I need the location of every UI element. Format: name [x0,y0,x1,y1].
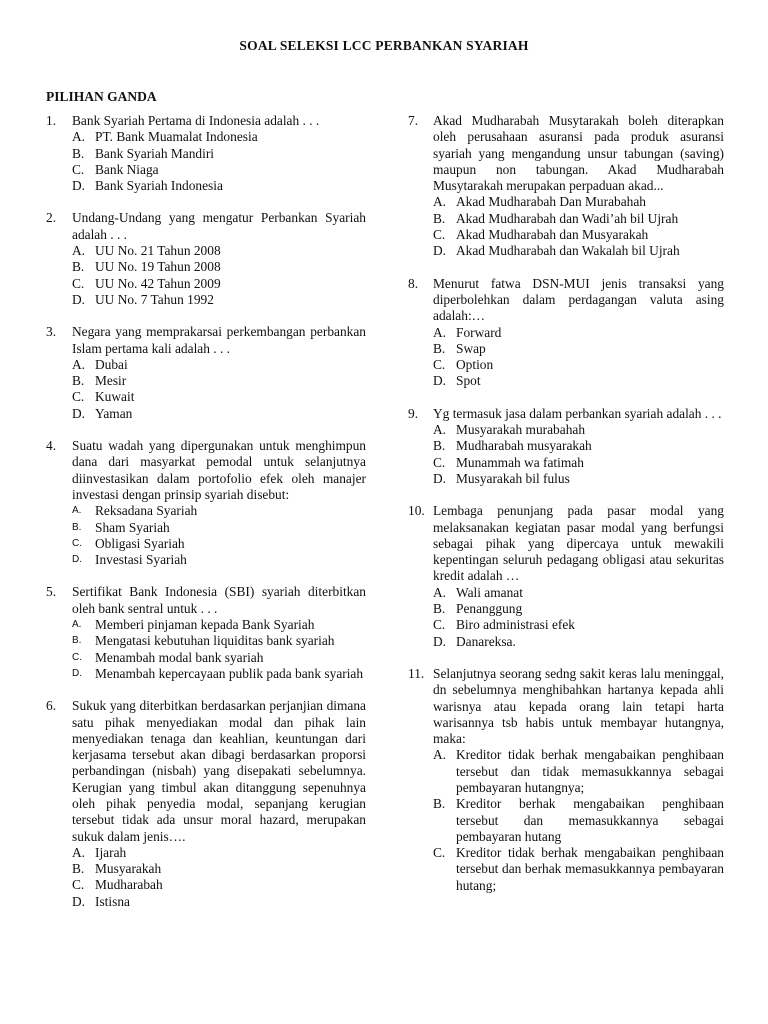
option-text: Mesir [95,373,127,389]
option-label: A. [72,505,82,517]
option-text: Reksadana Syariah [95,503,198,519]
option-label: C. [433,454,446,470]
answer-option [72,357,366,373]
answer-option [72,162,366,178]
option-label: B. [433,438,446,454]
answer-option [433,455,724,471]
question-item [46,210,366,308]
option-text: UU No. 7 Tahun 1992 [95,291,214,307]
question-number: 10. [408,503,425,519]
answer-option [433,227,724,243]
option-text: Mudharabah musyarakah [456,438,592,454]
answer-option [433,438,724,454]
answer-option [72,146,366,162]
option-label: C. [72,651,82,663]
question-number: 6. [46,698,57,714]
answer-option [433,471,724,487]
answer-option [72,666,366,682]
option-label: B. [72,521,82,533]
answer-option [72,373,366,389]
answer-option [72,617,366,633]
question-text: Yg termasuk jasa dalam perbankan syariah adalah . . . [433,405,722,421]
option-text: Option [456,357,494,373]
question-body [433,276,724,390]
question-body [72,584,366,682]
answer-option [433,341,724,357]
question-item [408,666,724,894]
option-text: Istisna [95,893,130,909]
answer-option [72,650,366,666]
option-label: A. [433,747,447,763]
question-text: Menurut fatwa DSN-MUI jenis transaksi yang diperbolehkan dalam perdagangan valuta asing adalah:… [433,275,724,324]
option-label: D. [433,633,447,649]
answer-option [72,389,366,405]
question-text: Sertifikat Bank Indonesia (SBI) syariah diterbitkan oleh bank sentral untuk . . . [72,584,366,616]
option-text: Musyarakah murabahah [456,422,586,438]
question-body [433,666,724,894]
question-text: Suatu wadah yang dipergunakan untuk menghimpun dana dari masyarkat pemodal untuk selanjutnya diinvestasikan dalam portofolio efek oleh manajer investasi dengan prinsip syariah disebut: [72,438,366,502]
answer-option [433,585,724,601]
question-item [46,113,366,194]
question-item [408,113,724,260]
option-text: Obligasi Syariah [95,535,185,551]
option-label: D. [433,243,447,259]
document-title: SOAL SELEKSI LCC PERBANKAN SYARIAH [239,38,529,53]
option-label: B. [433,210,446,226]
option-label: A. [72,619,82,631]
option-label: D. [72,291,86,307]
option-label: A. [433,584,447,600]
option-text: Akad Mudharabah dan Wadi’ah bil Ujrah [456,210,679,226]
option-label: B. [72,259,85,275]
option-label: C. [72,275,85,291]
answer-option [433,747,724,796]
answer-option [72,520,366,536]
option-text: Bank Syariah Mandiri [95,145,215,161]
option-text: Wali amanat [456,584,523,600]
answer-option [72,276,366,292]
option-text: Musyarakah [95,861,162,877]
question-text: Lembaga penunjang pada pasar modal yang melaksanakan kegiatan pasar modal yang berfungsi sebagai pihak yang dipercaya untuk mewakili kepentingan seluruh pedagang obligasi atau sekuritas kredit adalah … [433,503,724,584]
answer-option [433,211,724,227]
option-text: Spot [456,373,481,389]
question-text: Akad Mudharabah Musytarakah boleh diterapkan oleh perusahaan asuransi pada produk asuransi syariah yang mengandung unsur tabungan (saving) maupun non tabungan. Akad Mudharabah Musytarakah merupakan perpaduan akad... [433,113,724,194]
option-text: Menambah kepercayaan publik pada bank syariah [95,665,364,681]
question-number: 7. [408,113,419,128]
question-number: 11. [408,665,425,681]
option-label: B. [433,601,446,617]
answer-option [433,325,724,341]
question-item [46,438,366,568]
option-label: A. [72,129,86,145]
option-text: Musyarakah bil fulus [456,470,570,486]
answer-option [433,194,724,210]
option-text: Memberi pinjaman kepada Bank Syariah [95,617,315,633]
option-label: D. [72,893,86,909]
question-number: 8. [408,275,419,291]
question-text: Bank Syariah Pertama di Indonesia adalah . . . [72,113,320,128]
option-text: Kuwait [95,389,135,405]
answer-option [72,861,366,877]
answer-option [72,129,366,145]
answer-option [72,894,366,910]
option-text: Ijarah [95,844,127,860]
option-label: C. [433,357,446,373]
question-item [408,503,724,650]
option-text: Kreditor tidak berhak mengabaikan penghibaan tersebut dan tidak memasukkannya sebagai pembayaran hutangnya; [456,747,724,795]
option-label: C. [433,845,446,861]
answer-option [72,406,366,422]
option-label: B. [433,340,446,356]
question-item [46,324,366,422]
option-text: Akad Mudharabah dan Wakalah bil Ujrah [456,243,680,259]
answer-option [433,634,724,650]
option-label: A. [433,194,447,210]
question-number: 3. [46,324,57,340]
question-body [72,210,366,308]
option-text: Kreditor tidak berhak mengabaikan penghibaan tersebut dan berhak memasukkannya pembayaran hutang; [456,845,724,893]
question-number: 9. [408,405,419,421]
option-label: B. [72,635,82,647]
option-label: A. [433,324,447,340]
answer-option [433,373,724,389]
option-label: A. [72,356,86,372]
option-text: PT. Bank Muamalat Indonesia [95,129,258,145]
option-text: UU No. 19 Tahun 2008 [95,259,221,275]
answer-option [433,243,724,259]
option-label: C. [72,877,85,893]
answer-option [72,877,366,893]
option-text: Biro administrasi efek [456,617,575,633]
option-text: Swap [456,340,486,356]
question-body [433,113,724,260]
option-text: Penanggung [456,601,523,617]
option-label: D. [433,373,447,389]
option-label: A. [433,422,447,438]
option-text: Kreditor berhak mengabaikan penghibaan tersebut dan memasukkannya sebagai pembayaran hutang [456,796,724,844]
question-number: 5. [46,584,57,600]
answer-option [72,178,366,194]
answer-option [72,552,366,568]
question-text: Sukuk yang diterbitkan berdasarkan perjanjian dimana satu pihak menyediakan modal dan pihak lain menyediakan tenaga dan keahlian, keuntungan dari kerjasama tersebut akan dibagi berdasarkan proporsi perbandingan (nisbah) yang disepakati sebelumnya. Kerugian yang timbul akan ditanggung sepenuhnya oleh pihak penyedia modal, sepanjang kerugian tersebut tidak ada unsur moral hazard, merupakan sukuk dalam jenis…. [72,698,366,844]
question-body [72,698,366,910]
right-column [408,113,724,910]
option-label: B. [72,373,85,389]
option-label: A. [72,844,86,860]
answer-option [72,503,366,519]
option-text: Dubai [95,356,128,372]
answer-option [72,292,366,308]
option-label: C. [72,161,85,177]
question-item [408,406,724,487]
option-label: C. [72,537,82,549]
answer-option [433,601,724,617]
question-body [433,503,724,650]
option-text: Mengatasi kebutuhan liquiditas bank syariah [95,633,335,649]
question-item [46,698,366,910]
option-label: C. [433,617,446,633]
option-text: Investasi Syariah [95,552,187,568]
option-text: Akad Mudharabah Dan Murabahah [456,194,647,210]
answer-option [72,536,366,552]
question-text: Negara yang memprakarsai perkembangan perbankan Islam pertama kali adalah . . . [72,324,366,356]
question-number: 2. [46,210,57,226]
option-label: D. [72,178,86,194]
question-item [408,276,724,390]
left-column [46,113,366,926]
question-body [72,113,366,194]
answer-option [433,796,724,845]
option-label: B. [433,796,446,812]
question-number: 4. [46,438,57,454]
option-label: C. [72,389,85,405]
option-text: Akad Mudharabah dan Musyarakah [456,227,649,243]
option-label: D. [72,405,86,421]
option-text: UU No. 21 Tahun 2008 [95,243,221,259]
option-label: D. [72,554,82,566]
answer-option [433,357,724,373]
option-text: Menambah modal bank syariah [95,649,264,665]
answer-option [72,633,366,649]
question-text: Undang-Undang yang mengatur Perbankan Syariah adalah . . . [72,210,366,242]
option-text: Danareksa. [456,633,516,649]
section-heading: PILIHAN GANDA [46,89,157,104]
question-item [46,584,366,682]
answer-option [433,617,724,633]
answer-option [72,259,366,275]
option-text: Bank Niaga [95,161,159,177]
option-label: D. [72,667,82,679]
question-body [72,438,366,568]
question-text: Selanjutnya seorang sedng sakit keras lalu meninggal, dn sebelumnya menghibahkan hartanya kepada ahli warisnya atau kepada orang lain tetapi harta warisannya tsb habis untuk membayar hutangnya, maka: [433,665,724,747]
option-text: Forward [456,324,502,340]
answer-option [72,845,366,861]
answer-option [433,422,724,438]
answer-option [72,243,366,259]
option-text: UU No. 42 Tahun 2009 [95,275,221,291]
option-label: B. [72,861,85,877]
option-text: Yaman [95,405,133,421]
question-number: 1. [46,113,57,128]
option-text: Munammah wa fatimah [456,454,584,470]
question-body [433,406,724,487]
option-text: Sham Syariah [95,519,170,535]
option-label: B. [72,145,85,161]
question-body [72,324,366,422]
answer-option [433,845,724,894]
option-label: C. [433,227,446,243]
option-text: Bank Syariah Indonesia [95,178,223,194]
option-text: Mudharabah [95,877,163,893]
option-label: D. [433,470,447,486]
option-label: A. [72,243,86,259]
